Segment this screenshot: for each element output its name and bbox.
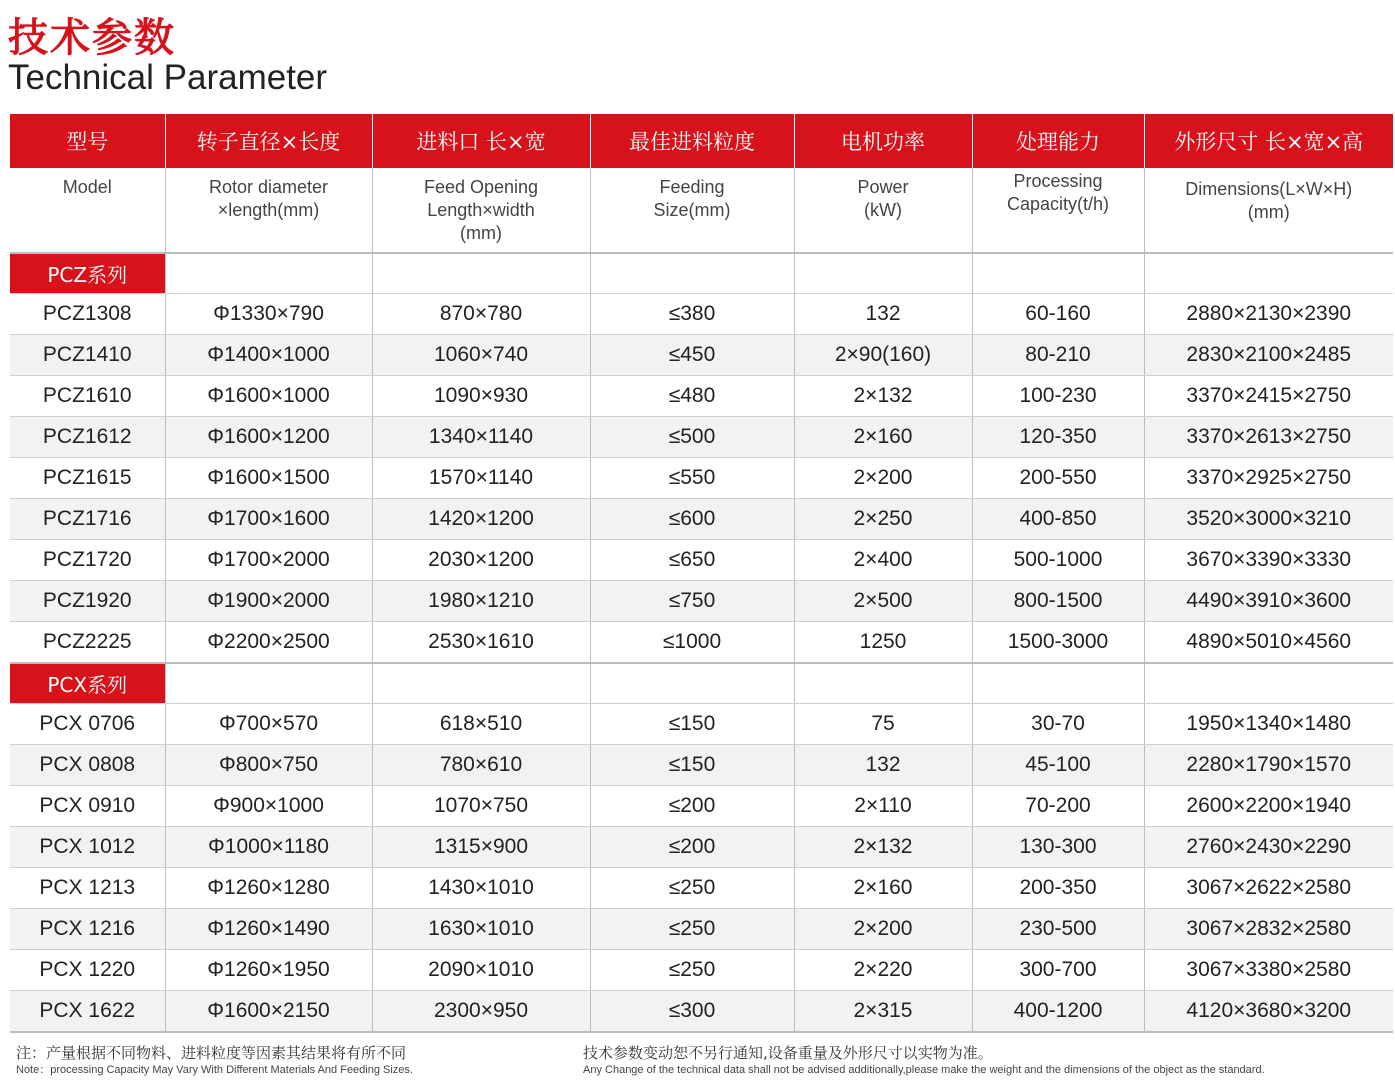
- cell-rotor: Φ1400×1000: [165, 335, 372, 376]
- header-en-line: Rotor diameter: [208, 177, 329, 197]
- series-empty-cell: [165, 253, 372, 294]
- cell-feeding-size: ≤250: [590, 868, 794, 909]
- cell-capacity: 300-700: [972, 950, 1144, 991]
- cell-rotor: Φ1600×1200: [165, 417, 372, 458]
- cell-feed-opening: 1430×1010: [372, 868, 590, 909]
- cell-power: 2×250: [794, 499, 972, 540]
- cell-dimensions: 1950×1340×1480: [1144, 704, 1393, 745]
- cell-feed-opening: 1060×740: [372, 335, 590, 376]
- cell-rotor: Φ2200×2500: [165, 622, 372, 664]
- cell-rotor: Φ1700×1600: [165, 499, 372, 540]
- cell-dimensions: 3067×2622×2580: [1144, 868, 1393, 909]
- header-en-feeding-size: [590, 168, 794, 253]
- cell-power: 2×200: [794, 909, 972, 950]
- cell-feed-opening: 1340×1140: [372, 417, 590, 458]
- series-empty-cell: [372, 253, 590, 294]
- table-row: [10, 540, 1393, 581]
- cell-capacity: 45-100: [972, 745, 1144, 786]
- cell-capacity: 500-1000: [972, 540, 1144, 581]
- header-cn-dimensions: 外形尺寸 长×宽×高: [1144, 114, 1393, 168]
- table-body: [10, 253, 1393, 1032]
- cell-power: 2×160: [794, 868, 972, 909]
- cell-capacity: 400-850: [972, 499, 1144, 540]
- cell-feeding-size: ≤200: [590, 827, 794, 868]
- header-en-line: ×length(mm): [217, 200, 320, 220]
- cell-rotor: Φ700×570: [165, 704, 372, 745]
- cell-feed-opening: 1315×900: [372, 827, 590, 868]
- cell-feeding-size: ≤200: [590, 786, 794, 827]
- cell-power: 2×110: [794, 786, 972, 827]
- series-empty-cell: [972, 253, 1144, 294]
- series-label: PCZ系列: [10, 253, 165, 294]
- cell-rotor: Φ1600×2150: [165, 991, 372, 1033]
- page-title-en: Technical Parameter: [8, 58, 328, 97]
- cell-feed-opening: 870×780: [372, 294, 590, 335]
- cell-feed-opening: 1570×1140: [372, 458, 590, 499]
- header-row-en: [10, 168, 1393, 253]
- header-en-capacity: [972, 168, 1144, 253]
- header-en-dimensions: [1144, 168, 1393, 253]
- cell-dimensions: 2880×2130×2390: [1144, 294, 1393, 335]
- table-row: [10, 417, 1393, 458]
- cell-feed-opening: 2530×1610: [372, 622, 590, 664]
- cell-model: PCZ2225: [10, 622, 165, 664]
- cell-capacity: 200-350: [972, 868, 1144, 909]
- header-cn-power: 电机功率: [794, 114, 972, 168]
- header-en-line: Size(mm): [653, 200, 731, 220]
- series-empty-cell: [590, 663, 794, 704]
- series-label: PCX系列: [10, 663, 165, 704]
- cell-feed-opening: 1070×750: [372, 786, 590, 827]
- cell-feed-opening: 1980×1210: [372, 581, 590, 622]
- header-cn-model: 型号: [10, 114, 165, 168]
- header-en-line: Model: [62, 177, 112, 197]
- header-cn-feed-opening: 进料口 长×宽: [372, 114, 590, 168]
- cell-feed-opening: 1630×1010: [372, 909, 590, 950]
- note-left-en: Note：processing Capacity May Vary With Different Materials And Feeding Sizes.: [16, 1064, 413, 1076]
- cell-capacity: 400-1200: [972, 991, 1144, 1033]
- cell-feeding-size: ≤300: [590, 991, 794, 1033]
- header-en-line: Feed Opening: [423, 177, 539, 197]
- header-en-line: Capacity(t/h): [1006, 194, 1110, 214]
- table-row: [10, 868, 1393, 909]
- series-empty-cell: [590, 253, 794, 294]
- cell-power: 75: [794, 704, 972, 745]
- cell-model: PCX 0706: [10, 704, 165, 745]
- cell-dimensions: 3370×2415×2750: [1144, 376, 1393, 417]
- cell-feed-opening: 2090×1010: [372, 950, 590, 991]
- header-en-line: (mm): [1247, 202, 1290, 222]
- cell-feed-opening: 2030×1200: [372, 540, 590, 581]
- cell-dimensions: 3670×3390×3330: [1144, 540, 1393, 581]
- cell-rotor: Φ1260×1490: [165, 909, 372, 950]
- cell-capacity: 70-200: [972, 786, 1144, 827]
- table-row: [10, 991, 1393, 1033]
- cell-model: PCX 1220: [10, 950, 165, 991]
- cell-feeding-size: ≤380: [590, 294, 794, 335]
- cell-model: PCZ1615: [10, 458, 165, 499]
- cell-feed-opening: 2300×950: [372, 991, 590, 1033]
- series-empty-cell: [794, 253, 972, 294]
- cell-dimensions: 3067×2832×2580: [1144, 909, 1393, 950]
- cell-capacity: 130-300: [972, 827, 1144, 868]
- cell-dimensions: 3370×2925×2750: [1144, 458, 1393, 499]
- header-en-line: Power: [857, 177, 909, 197]
- cell-capacity: 80-210: [972, 335, 1144, 376]
- cell-capacity: 1500-3000: [972, 622, 1144, 664]
- cell-power: 132: [794, 745, 972, 786]
- cell-power: 2×400: [794, 540, 972, 581]
- series-header-row: [10, 253, 1393, 294]
- header-en-rotor: [165, 168, 372, 253]
- cell-rotor: Φ1600×1000: [165, 376, 372, 417]
- cell-feeding-size: ≤500: [590, 417, 794, 458]
- cell-dimensions: 2600×2200×1940: [1144, 786, 1393, 827]
- header-cn-rotor: 转子直径×长度: [165, 114, 372, 168]
- cell-capacity: 100-230: [972, 376, 1144, 417]
- table-row: [10, 581, 1393, 622]
- cell-rotor: Φ1700×2000: [165, 540, 372, 581]
- cell-dimensions: 3370×2613×2750: [1144, 417, 1393, 458]
- cell-rotor: Φ900×1000: [165, 786, 372, 827]
- technical-parameter-table: [10, 114, 1393, 1033]
- cell-feed-opening: 780×610: [372, 745, 590, 786]
- cell-model: PCX 1216: [10, 909, 165, 950]
- cell-rotor: Φ1260×1280: [165, 868, 372, 909]
- cell-dimensions: 2830×2100×2485: [1144, 335, 1393, 376]
- cell-rotor: Φ1600×1500: [165, 458, 372, 499]
- note-right-en: Any Change of the technical data shall not be advised additionally,please make the weight and the dimensions of the object as the standard.: [583, 1064, 1265, 1076]
- cell-model: PCZ1920: [10, 581, 165, 622]
- cell-model: PCZ1308: [10, 294, 165, 335]
- cell-feeding-size: ≤750: [590, 581, 794, 622]
- cell-feed-opening: 618×510: [372, 704, 590, 745]
- note-left: [16, 1043, 413, 1077]
- table-row: [10, 950, 1393, 991]
- cell-power: 2×132: [794, 376, 972, 417]
- cell-feeding-size: ≤650: [590, 540, 794, 581]
- series-empty-cell: [1144, 663, 1393, 704]
- header-en-line: Dimensions(L×W×H): [1185, 179, 1353, 199]
- note-right: [583, 1043, 1265, 1077]
- cell-model: PCZ1410: [10, 335, 165, 376]
- cell-feeding-size: ≤600: [590, 499, 794, 540]
- table-row: [10, 786, 1393, 827]
- cell-feeding-size: ≤250: [590, 950, 794, 991]
- table-row: [10, 458, 1393, 499]
- table-row: [10, 704, 1393, 745]
- header-en-feed-opening: [372, 168, 590, 253]
- cell-model: PCZ1612: [10, 417, 165, 458]
- cell-rotor: Φ1000×1180: [165, 827, 372, 868]
- cell-dimensions: 4120×3680×3200: [1144, 991, 1393, 1033]
- table-row: [10, 499, 1393, 540]
- cell-feed-opening: 1090×930: [372, 376, 590, 417]
- cell-feeding-size: ≤150: [590, 704, 794, 745]
- cell-power: 132: [794, 294, 972, 335]
- header-row-cn: [10, 114, 1393, 168]
- series-header-row: [10, 663, 1393, 704]
- cell-capacity: 60-160: [972, 294, 1144, 335]
- cell-feeding-size: ≤450: [590, 335, 794, 376]
- cell-model: PCX 1012: [10, 827, 165, 868]
- cell-model: PCZ1720: [10, 540, 165, 581]
- table-row: [10, 745, 1393, 786]
- cell-model: PCZ1716: [10, 499, 165, 540]
- cell-capacity: 200-550: [972, 458, 1144, 499]
- cell-power: 1250: [794, 622, 972, 664]
- cell-dimensions: 4890×5010×4560: [1144, 622, 1393, 664]
- cell-power: 2×160: [794, 417, 972, 458]
- cell-power: 2×315: [794, 991, 972, 1033]
- cell-feeding-size: ≤150: [590, 745, 794, 786]
- note-left-cn: 注：产量根据不同物料、进料粒度等因素其结果将有所不同: [16, 1044, 407, 1062]
- header-cn-capacity: 处理能力: [972, 114, 1144, 168]
- header-en-line: Length×width: [427, 200, 535, 220]
- cell-capacity: 120-350: [972, 417, 1144, 458]
- header-en-model: [10, 168, 165, 253]
- cell-feed-opening: 1420×1200: [372, 499, 590, 540]
- cell-dimensions: 2760×2430×2290: [1144, 827, 1393, 868]
- table-row: [10, 622, 1393, 664]
- series-empty-cell: [972, 663, 1144, 704]
- cell-feeding-size: ≤550: [590, 458, 794, 499]
- table-row: [10, 909, 1393, 950]
- cell-model: PCX 0808: [10, 745, 165, 786]
- table-row: [10, 294, 1393, 335]
- cell-dimensions: 4490×3910×3600: [1144, 581, 1393, 622]
- header-en-line: Feeding: [659, 177, 725, 197]
- cell-rotor: Φ1330×790: [165, 294, 372, 335]
- cell-dimensions: 3067×3380×2580: [1144, 950, 1393, 991]
- header-en-line: Processing: [1013, 171, 1103, 191]
- header-en-line: (mm): [460, 223, 502, 243]
- cell-power: 2×132: [794, 827, 972, 868]
- cell-feeding-size: ≤1000: [590, 622, 794, 664]
- table-row: [10, 827, 1393, 868]
- header-en-line: (kW): [864, 200, 902, 220]
- cell-dimensions: 3520×3000×3210: [1144, 499, 1393, 540]
- series-empty-cell: [794, 663, 972, 704]
- cell-model: PCX 1622: [10, 991, 165, 1033]
- series-empty-cell: [372, 663, 590, 704]
- cell-model: PCX 0910: [10, 786, 165, 827]
- cell-capacity: 30-70: [972, 704, 1144, 745]
- cell-rotor: Φ1260×1950: [165, 950, 372, 991]
- cell-power: 2×90(160): [794, 335, 972, 376]
- header-cn-feeding-size: 最佳进料粒度: [590, 114, 794, 168]
- header-en-power: [794, 168, 972, 253]
- page-title-cn: 技术参数: [8, 15, 176, 61]
- table-row: [10, 335, 1393, 376]
- cell-model: PCZ1610: [10, 376, 165, 417]
- note-right-cn: 技术参数变动恕不另行通知,设备重量及外形尺寸以实物为准。: [583, 1044, 993, 1062]
- cell-rotor: Φ800×750: [165, 745, 372, 786]
- cell-power: 2×220: [794, 950, 972, 991]
- table-row: [10, 376, 1393, 417]
- cell-feeding-size: ≤250: [590, 909, 794, 950]
- series-empty-cell: [165, 663, 372, 704]
- cell-rotor: Φ1900×2000: [165, 581, 372, 622]
- cell-capacity: 230-500: [972, 909, 1144, 950]
- series-empty-cell: [1144, 253, 1393, 294]
- cell-dimensions: 2280×1790×1570: [1144, 745, 1393, 786]
- cell-feeding-size: ≤480: [590, 376, 794, 417]
- cell-capacity: 800-1500: [972, 581, 1144, 622]
- cell-power: 2×500: [794, 581, 972, 622]
- cell-model: PCX 1213: [10, 868, 165, 909]
- cell-power: 2×200: [794, 458, 972, 499]
